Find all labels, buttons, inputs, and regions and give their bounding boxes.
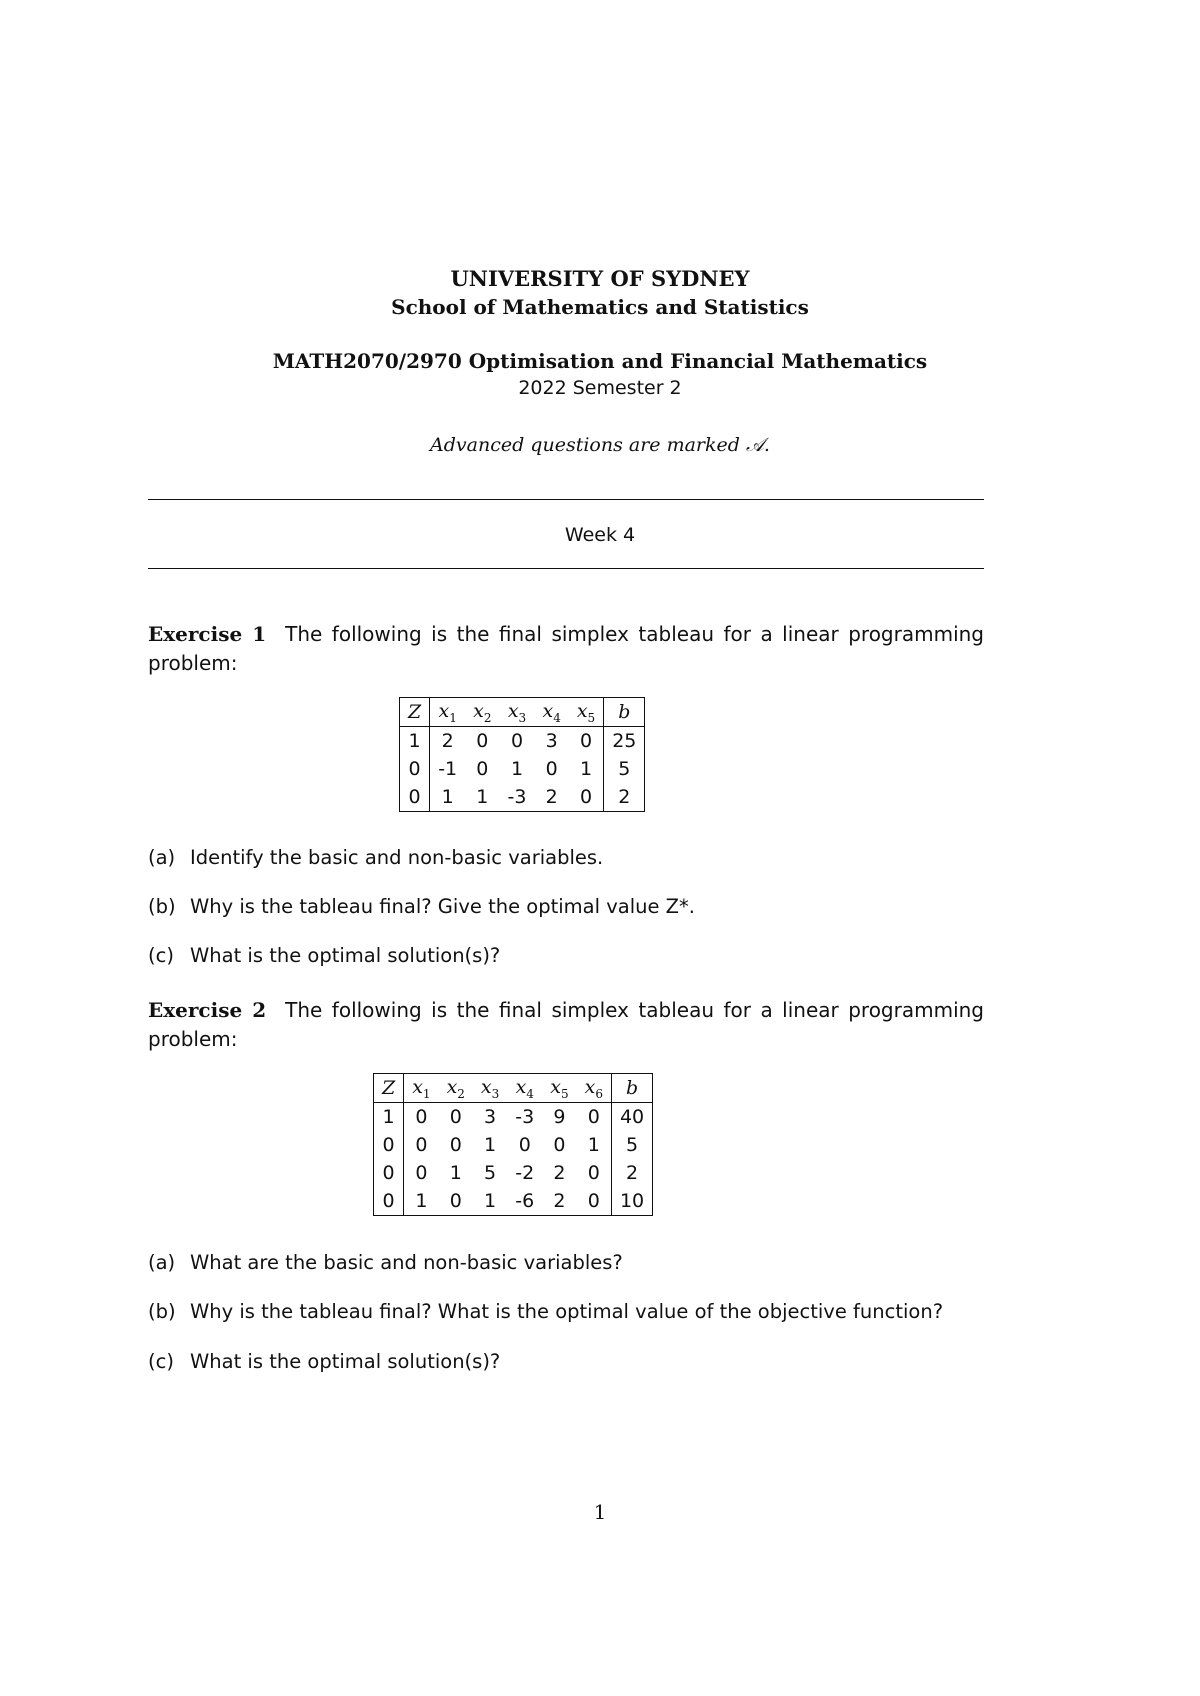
table-cell: 0 [577,1103,612,1132]
top-rule [148,499,984,500]
tableau-header: $x_5$ [542,1074,576,1103]
tableau-2 [373,1073,653,1216]
table-cell: 5 [484,1162,497,1184]
table-cell: 0 [569,727,604,756]
table-cell: 1 [449,1162,462,1184]
table-cell: 0 [476,758,489,780]
table-cell: 2 [553,1162,566,1184]
table-cell: -1 [438,758,458,780]
table-row [400,755,645,783]
question-2c: (c) What is the optimal solution(s)? [148,1350,501,1373]
question-1c: (c) What is the optimal solution(s)? [148,944,501,967]
table-cell: 0 [476,730,489,752]
exercise-1-label: Exercise 1 [148,622,267,646]
question-2a: (a) What are the basic and non-basic variables? [148,1251,623,1274]
tableau-header: $x_2$ [439,1074,473,1103]
table-cell: 25 [612,730,637,752]
university-name: UNIVERSITY OF SYDNEY [450,266,750,291]
table-cell: 1 [415,1190,428,1212]
tableau-header: Z [374,1074,404,1103]
advanced-note: Advanced questions are marked 𝒜. [430,434,770,456]
tableau-header: $x_4$ [507,1074,542,1103]
table-row [400,727,645,756]
bottom-rule [148,568,984,569]
table-cell: 2 [545,786,558,808]
tableau-2-header-row [374,1074,653,1103]
table-cell: 0 [374,1131,404,1159]
tableau-header: $x_2$ [465,698,499,727]
tableau-header: $x_4$ [534,698,568,727]
table-cell: -3 [507,786,527,808]
exercise-1-intro: The following is the final simplex tableau for a linear programming problem: [148,622,984,675]
question-1b: (b) Why is the tableau final? Give the optimal value Z*. [148,895,695,918]
question-1a: (a) Identify the basic and non-basic variables. [148,846,604,869]
exercise-2 [148,996,984,1054]
table-cell: 0 [400,783,430,812]
table-row [374,1131,653,1159]
table-row [374,1103,653,1132]
tableau-header: $x_5$ [569,698,604,727]
table-cell: 2 [553,1190,566,1212]
tableau-header: b [611,1074,652,1103]
table-cell: 1 [441,786,454,808]
table-row [374,1159,653,1187]
table-cell: 0 [553,1134,566,1156]
tableau-1-header-row [400,698,645,727]
table-cell: 0 [577,1159,612,1187]
table-cell: 5 [618,758,631,780]
table-cell: 5 [626,1134,639,1156]
table-cell: -3 [515,1106,535,1128]
tableau-header: $x_1$ [430,698,465,727]
semester: 2022 Semester 2 [518,377,682,399]
table-cell: 2 [618,786,631,808]
table-cell: 0 [518,1134,531,1156]
table-cell: 1 [400,727,430,756]
tableau-header: $x_1$ [404,1074,439,1103]
table-row [374,1187,653,1216]
table-cell: 0 [415,1162,428,1184]
table-cell: 0 [510,730,524,752]
school-name: School of Mathematics and Statistics [391,295,809,319]
exercise-2-label: Exercise 2 [148,998,267,1022]
tableau-header: $x_3$ [473,1074,507,1103]
table-cell: 0 [449,1190,462,1212]
tableau-header: $x_6$ [577,1074,612,1103]
table-cell: 1 [510,758,524,780]
page-number: 1 [593,1500,607,1524]
table-cell: 1 [484,1134,497,1156]
tableau-1 [399,697,645,812]
tableau-header: $x_3$ [500,698,535,727]
table-cell: 0 [449,1106,462,1128]
table-cell: 1 [577,1131,612,1159]
table-cell: 1 [374,1103,404,1132]
table-cell: 2 [441,730,454,752]
table-cell: 2 [626,1162,639,1184]
table-cell: 0 [545,758,558,780]
table-cell: 0 [400,755,430,783]
table-cell: 0 [577,1187,612,1216]
table-row [400,783,645,812]
tableau-header: Z [400,698,430,727]
table-cell: -2 [515,1162,535,1184]
table-cell: 0 [374,1187,404,1216]
table-cell: 3 [484,1106,497,1128]
table-cell: 0 [374,1159,404,1187]
course-title: MATH2070/2970 Optimisation and Financial Mathematics [272,349,928,373]
table-cell: 1 [476,786,489,808]
exercise-2-intro: The following is the final simplex tableau for a linear programming problem: [148,998,984,1051]
tableau-header: b [604,698,645,727]
table-cell: 0 [569,783,604,812]
exercise-1 [148,620,984,678]
table-cell: 9 [553,1106,566,1128]
table-cell: 1 [569,755,604,783]
table-cell: 10 [619,1190,645,1212]
table-cell: 0 [415,1106,428,1128]
question-2b: (b) Why is the tableau final? What is the optimal value of the objective function? [148,1300,944,1323]
table-cell: -6 [515,1190,535,1212]
week-title: Week 4 [564,524,636,546]
table-cell: 3 [545,730,558,752]
table-cell: 0 [449,1134,462,1156]
table-cell: 0 [415,1134,428,1156]
table-cell: 40 [619,1106,645,1128]
table-cell: 1 [484,1190,497,1212]
